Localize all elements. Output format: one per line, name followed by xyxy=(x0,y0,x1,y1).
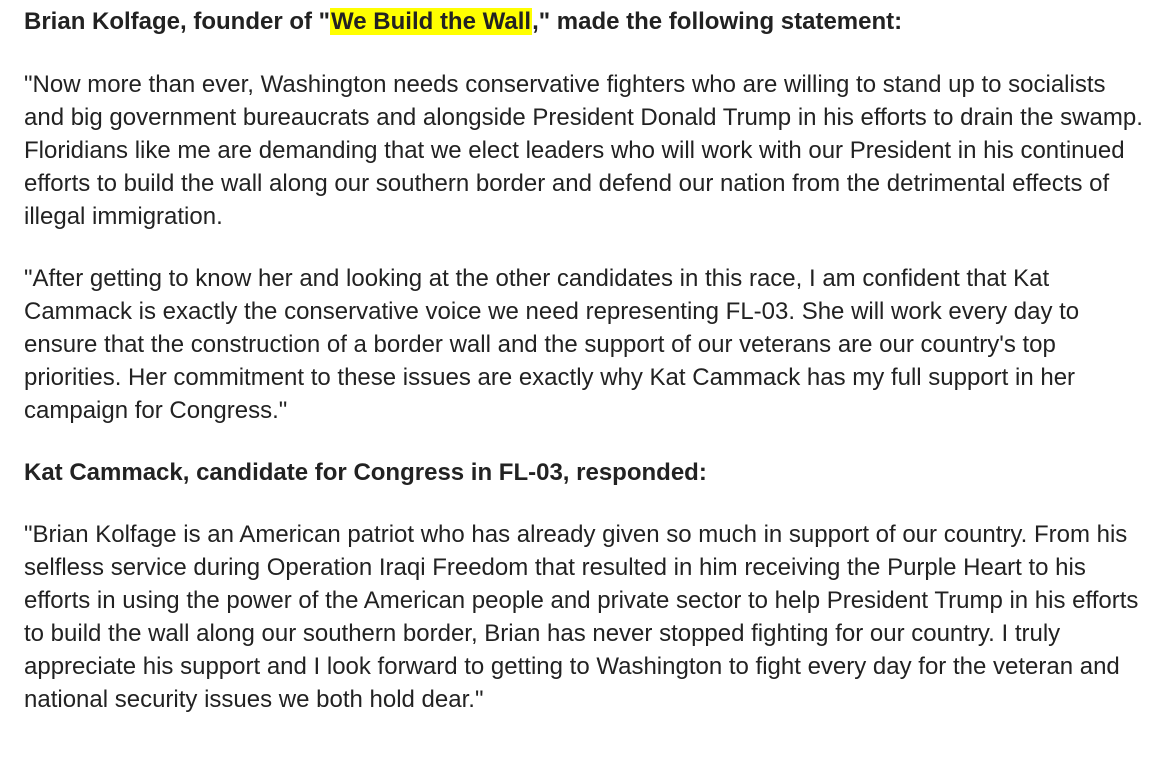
statement-heading-suffix: ," made the following statement: xyxy=(532,8,903,35)
highlighted-organization-link[interactable]: We Build the Wall xyxy=(331,8,532,35)
spacer xyxy=(24,427,1149,456)
kolfage-statement-paragraph-1: "Now more than ever, Washington needs conservative fighters who are willing to stand up to socialists and big government bureaucrats and alongside President Donald Trump in his efforts to drain the swamp. Floridians like me are demanding that we elect leaders who will work with our President in his continued efforts to build the wall along our southern border and defend our nation from the detrimental effects of illegal immigration. xyxy=(24,71,1143,230)
response-heading: Kat Cammack, candidate for Congress in FL-03, responded: xyxy=(24,459,707,486)
statement-heading xyxy=(24,5,1149,38)
spacer xyxy=(24,489,1149,518)
spacer xyxy=(24,233,1149,262)
spacer xyxy=(24,38,1149,68)
cammack-response-paragraph: "Brian Kolfage is an American patriot who has already given so much in support of our country. From his selfless service during Operation Iraqi Freedom that resulted in him receiving the Purple Heart to his efforts in using the power of the American people and private sector to help President Trump in his efforts to build the wall along our southern border, Brian has never stopped fighting for our country. I truly appreciate his support and I look forward to getting to Washington to fight every day for the veteran and national security issues we both hold dear." xyxy=(24,521,1139,713)
press-release-body xyxy=(24,5,1149,716)
kolfage-statement-paragraph-2: "After getting to know her and looking at the other candidates in this race, I am confident that Kat Cammack is exactly the conservative voice we need representing FL-03. She will work every day to ensure that the construction of a border wall and the support of our veterans are our country's top priorities. Her commitment to these issues are exactly why Kat Cammack has my full support in her campaign for Congress." xyxy=(24,265,1080,424)
statement-heading-prefix: Brian Kolfage, founder of " xyxy=(24,8,331,35)
